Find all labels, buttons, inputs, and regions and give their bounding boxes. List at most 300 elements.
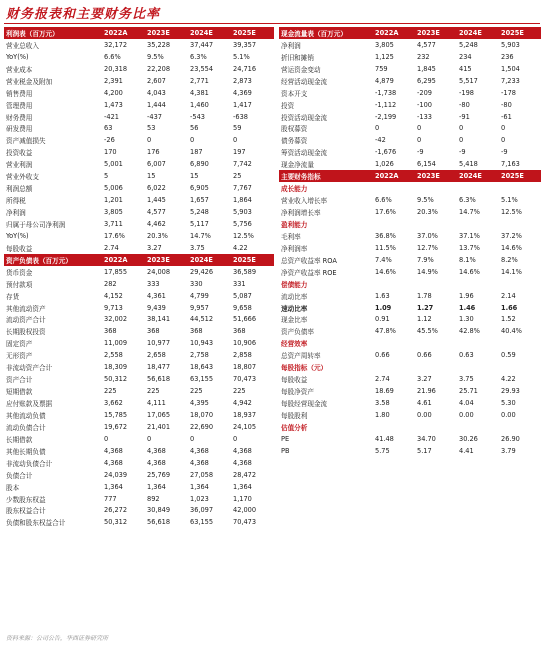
row-value: 36.8% <box>375 231 396 240</box>
row-value: 10,977 <box>147 339 171 348</box>
table-row <box>4 63 274 75</box>
row-value: 5,006 <box>104 184 123 193</box>
left-column <box>4 27 274 528</box>
row-value: 13.7% <box>459 243 480 252</box>
row-value: 29,426 <box>190 267 214 276</box>
row-value: 18,643 <box>190 363 214 372</box>
table-row <box>4 397 274 409</box>
table-row <box>279 385 541 397</box>
table-row <box>279 433 541 445</box>
row-value: 2.74 <box>104 243 119 252</box>
row-value: 11.5% <box>375 243 396 252</box>
row-label: 股本 <box>6 483 20 492</box>
row-label: YoY(%) <box>6 231 29 240</box>
row-value: 24,039 <box>104 470 128 479</box>
row-value: 37,447 <box>190 40 214 49</box>
row-value: 9.5% <box>147 52 164 61</box>
table-row <box>4 302 274 314</box>
table-row <box>4 469 274 481</box>
row-value: 3.79 <box>501 446 516 455</box>
row-label: 短期借款 <box>6 388 33 397</box>
row-value: 70,473 <box>233 518 257 527</box>
row-value: 24,105 <box>233 422 257 431</box>
table-row <box>4 242 274 254</box>
row-label: 固定资产 <box>6 340 33 349</box>
row-label: 负债合计 <box>6 471 33 480</box>
row-value: 11,009 <box>104 339 128 348</box>
row-value: 225 <box>190 387 203 396</box>
row-value: 6,890 <box>190 160 209 169</box>
row-label: 所得税 <box>6 197 26 206</box>
row-value: 1.96 <box>459 291 474 300</box>
row-label: 净利润率 <box>281 244 308 253</box>
row-value: 4.04 <box>459 399 474 408</box>
row-label: 非流动负债合计 <box>6 459 53 468</box>
row-value: 28,472 <box>233 470 257 479</box>
row-value: 5.1% <box>501 196 518 205</box>
row-label: 折旧和摊销 <box>281 53 314 62</box>
row-value: 0 <box>190 434 195 443</box>
year-label: 2022A <box>104 28 128 37</box>
row-value: 34.70 <box>417 434 436 443</box>
row-value: 6.6% <box>104 52 121 61</box>
table-row <box>4 409 274 421</box>
row-label: 预付款项 <box>6 280 33 289</box>
row-value: 5,756 <box>233 219 252 228</box>
section-title <box>279 278 541 290</box>
row-label: YoY(%) <box>6 52 29 61</box>
row-value: 5,903 <box>501 40 520 49</box>
row-value: 3,662 <box>104 399 123 408</box>
row-value: 4,577 <box>417 40 436 49</box>
row-label: 营运资金变动 <box>281 65 321 74</box>
year-label: 2023E <box>147 28 170 37</box>
row-value: 330 <box>190 279 203 288</box>
row-value: 56,618 <box>147 518 171 527</box>
row-label: 资本开支 <box>281 89 308 98</box>
table-row <box>279 373 541 385</box>
row-value: 4,043 <box>147 88 166 97</box>
row-value: 1,201 <box>104 196 123 205</box>
row-value: 0 <box>459 124 464 133</box>
row-value: 1,473 <box>104 100 123 109</box>
row-label: 管理费用 <box>6 101 33 110</box>
row-value: 225 <box>104 387 117 396</box>
row-value: -421 <box>104 112 119 121</box>
year-label: 2024E <box>190 255 213 264</box>
table-row <box>4 505 274 517</box>
row-value: 234 <box>459 52 472 61</box>
row-label: 每股收益 <box>6 244 33 253</box>
row-value: 1,364 <box>190 482 209 491</box>
row-value: 59 <box>233 124 242 133</box>
row-value: 7,163 <box>501 160 520 169</box>
table-row <box>4 325 274 337</box>
row-value: 14.6% <box>501 243 522 252</box>
row-value: 15 <box>147 172 156 181</box>
row-value: 1.09 <box>375 303 392 312</box>
row-value: 14.9% <box>417 267 438 276</box>
row-value: 7,742 <box>233 160 252 169</box>
row-value: 4,395 <box>190 399 209 408</box>
row-value: 0 <box>104 434 109 443</box>
row-value: 5,117 <box>190 219 209 228</box>
row-value: 176 <box>147 148 160 157</box>
row-value: 7.4% <box>375 255 392 264</box>
row-value: 50,312 <box>104 518 128 527</box>
row-value: 20.3% <box>147 231 168 240</box>
row-label: 投资活动现金流 <box>281 113 328 122</box>
row-value: 8.1% <box>459 255 476 264</box>
row-value: 14.7% <box>190 231 211 240</box>
row-value: 3.27 <box>147 243 162 252</box>
row-value: -61 <box>501 112 512 121</box>
row-value: 1,125 <box>375 52 394 61</box>
row-value: 7.9% <box>417 255 434 264</box>
row-value: 36,097 <box>190 506 214 515</box>
row-value: 2,658 <box>147 351 166 360</box>
row-value: 4.22 <box>501 375 516 384</box>
year-label: 2025E <box>233 255 256 264</box>
row-label: 无形资产 <box>6 352 33 361</box>
row-label: 营业外收支 <box>6 173 39 182</box>
row-value: 1.12 <box>417 315 432 324</box>
row-label: 股东权益合计 <box>6 507 46 516</box>
row-value: -178 <box>501 88 516 97</box>
year-label: 2024E <box>459 28 482 37</box>
row-value: 6,007 <box>147 160 166 169</box>
row-value: 6,154 <box>417 160 436 169</box>
row-label: PE <box>281 434 290 443</box>
table-row <box>279 266 541 278</box>
row-value: 6,905 <box>190 184 209 193</box>
row-value: 9,658 <box>233 303 252 312</box>
table-row <box>4 361 274 373</box>
section-title-label: 估值分析 <box>281 423 308 432</box>
row-value: 0.63 <box>459 351 474 360</box>
row-value: 2.14 <box>501 291 516 300</box>
table-row <box>279 254 541 266</box>
row-value: 5,418 <box>459 160 478 169</box>
row-value: 1.78 <box>417 291 432 300</box>
row-label: 少数股东权益 <box>6 495 46 504</box>
row-value: 9,713 <box>104 303 123 312</box>
row-label: 每股股利 <box>281 411 308 420</box>
row-value: 0 <box>375 124 380 133</box>
row-label: 营业成本 <box>6 65 33 74</box>
row-value: 63 <box>104 124 113 133</box>
year-label: 2022A <box>104 255 128 264</box>
section-title-label: 盈利能力 <box>281 220 308 229</box>
row-value: 22,690 <box>190 422 214 431</box>
table-row <box>4 314 274 326</box>
row-value: 26.90 <box>501 434 520 443</box>
row-value: 415 <box>459 64 472 73</box>
row-value: 29.93 <box>501 387 520 396</box>
row-value: 4,368 <box>190 446 209 455</box>
section-title <box>279 337 541 349</box>
row-value: 2,607 <box>147 76 166 85</box>
year-label: 2023E <box>417 28 440 37</box>
row-value: 1,460 <box>190 100 209 109</box>
row-value: 3,711 <box>104 219 123 228</box>
row-label: 投资收益 <box>6 149 33 158</box>
row-value: 30,849 <box>147 506 171 515</box>
row-label: 营业税金及附加 <box>6 77 53 86</box>
row-label: 净利润 <box>281 41 301 50</box>
table-row <box>279 206 541 218</box>
row-value: -133 <box>417 112 432 121</box>
row-value: 4,799 <box>190 291 209 300</box>
row-value: 18,807 <box>233 363 257 372</box>
row-value: 32,172 <box>104 40 128 49</box>
row-value: 282 <box>104 279 117 288</box>
row-value: 3.75 <box>459 375 474 384</box>
row-value: 6.3% <box>190 52 207 61</box>
table-row <box>4 385 274 397</box>
row-label: 营业利润 <box>6 161 33 170</box>
row-label: 总资产收益率 ROA <box>281 256 337 265</box>
row-value: 4,368 <box>147 446 166 455</box>
row-label: 流动比率 <box>281 292 308 301</box>
page-title: 财务报表和主要财务比率 <box>6 7 161 22</box>
row-value: 4,200 <box>104 88 123 97</box>
row-label: 净利润增长率 <box>281 209 321 218</box>
table-row <box>4 111 274 123</box>
table-row <box>279 111 541 123</box>
row-value: -198 <box>459 88 474 97</box>
row-value: -9 <box>417 148 424 157</box>
row-value: -1,738 <box>375 88 397 97</box>
row-value: 21.96 <box>417 387 436 396</box>
row-value: 759 <box>375 64 388 73</box>
table-header-label: 资产负债表（百万元） <box>6 256 72 265</box>
year-label: 2025E <box>501 28 524 37</box>
row-value: 63,155 <box>190 375 214 384</box>
row-value: 4,111 <box>147 399 166 408</box>
row-value: 4,368 <box>104 446 123 455</box>
table-row <box>4 87 274 99</box>
row-value: 37.2% <box>501 231 522 240</box>
row-label: 速动比率 <box>281 304 308 313</box>
row-label: 毛利率 <box>281 232 301 241</box>
table-row <box>279 302 541 314</box>
row-value: -1,676 <box>375 148 397 157</box>
row-value: 9.5% <box>417 196 434 205</box>
row-value: 1,504 <box>501 64 520 73</box>
row-label: 总资产周转率 <box>281 352 321 361</box>
table-row <box>279 63 541 75</box>
row-value: 14.7% <box>459 208 480 217</box>
row-value: -9 <box>501 148 508 157</box>
row-value: 2,771 <box>190 76 209 85</box>
row-value: 0.00 <box>459 410 474 419</box>
row-label: 投资 <box>281 101 295 110</box>
row-value: 5.17 <box>417 446 432 455</box>
row-label: 股权募资 <box>281 125 308 134</box>
row-value: 4.22 <box>233 243 248 252</box>
section-title <box>279 218 541 230</box>
row-value: 2,873 <box>233 76 252 85</box>
row-label: 归属于母公司净利润 <box>6 220 66 229</box>
row-value: 368 <box>233 327 246 336</box>
row-value: -543 <box>190 112 205 121</box>
row-value: 12.5% <box>233 231 254 240</box>
section-title <box>279 421 541 433</box>
row-value: 1.27 <box>417 303 434 312</box>
row-value: 38,141 <box>147 315 171 324</box>
row-value: 17,065 <box>147 410 171 419</box>
table-header-label: 主要财务指标 <box>281 173 321 182</box>
row-value: 1,023 <box>190 494 209 503</box>
row-label: 长期借款 <box>6 435 33 444</box>
row-value: 1,845 <box>417 64 436 73</box>
row-value: 1.52 <box>501 315 516 324</box>
row-value: 27,058 <box>190 470 214 479</box>
row-value: 9,439 <box>147 303 166 312</box>
row-value: 47.8% <box>375 327 396 336</box>
table-row <box>4 75 274 87</box>
row-value: 5.30 <box>501 399 516 408</box>
row-value: 4,381 <box>190 88 209 97</box>
row-value: 1,364 <box>233 482 252 491</box>
table-row <box>279 123 541 135</box>
row-value: -80 <box>501 100 512 109</box>
row-label: 非流动资产合计 <box>6 364 53 373</box>
row-value: 1,864 <box>233 196 252 205</box>
right-column <box>279 27 541 457</box>
row-value: 5,087 <box>233 291 252 300</box>
row-value: 10,943 <box>190 339 214 348</box>
row-value: 1,657 <box>190 196 209 205</box>
row-label: 研发费用 <box>6 125 33 134</box>
row-value: 56,618 <box>147 375 171 384</box>
row-value: 2,758 <box>190 351 209 360</box>
table-row <box>4 158 274 170</box>
row-value: 32,002 <box>104 315 128 324</box>
table-row <box>4 516 274 528</box>
row-value: 14.6% <box>375 267 396 276</box>
row-value: 0 <box>417 136 422 145</box>
row-label: 货币资金 <box>6 268 33 277</box>
table-row <box>4 445 274 457</box>
row-label: 应付账款及票据 <box>6 400 53 409</box>
table-row <box>4 349 274 361</box>
row-value: 6,295 <box>417 76 436 85</box>
row-value: 40.4% <box>501 327 522 336</box>
row-value: 225 <box>147 387 160 396</box>
row-value: 5,903 <box>233 208 252 217</box>
row-value: 892 <box>147 494 160 503</box>
row-value: 2,858 <box>233 351 252 360</box>
row-value: 1.46 <box>459 303 476 312</box>
row-value: 5,001 <box>104 160 123 169</box>
row-label: 资产减值损失 <box>6 137 46 146</box>
table-row <box>4 230 274 242</box>
row-value: 1,170 <box>233 494 252 503</box>
row-label: 负债和股东权益合计 <box>6 519 66 528</box>
row-value: 1.63 <box>375 291 390 300</box>
row-value: 45.5% <box>417 327 438 336</box>
table-row <box>4 182 274 194</box>
row-label: 资产合计 <box>6 376 33 385</box>
row-value: 368 <box>190 327 203 336</box>
row-value: 4,152 <box>104 291 123 300</box>
row-value: 15,785 <box>104 410 128 419</box>
row-value: 3.58 <box>375 399 390 408</box>
table-row <box>4 266 274 278</box>
row-value: 2.74 <box>375 375 390 384</box>
row-label: 流动资产合计 <box>6 316 46 325</box>
row-value: 8.2% <box>501 255 518 264</box>
row-value: 19,672 <box>104 422 128 431</box>
table-row <box>279 409 541 421</box>
row-label: 现金净流量 <box>281 161 314 170</box>
row-value: 44,512 <box>190 315 214 324</box>
row-label: 流动负债合计 <box>6 423 46 432</box>
table-row <box>4 373 274 385</box>
row-value: 187 <box>190 148 203 157</box>
row-label: 其他流动资产 <box>6 304 46 313</box>
row-value: 18,070 <box>190 410 214 419</box>
section-title-label: 成长能力 <box>281 185 308 194</box>
row-value: 51,666 <box>233 315 257 324</box>
title-divider <box>4 23 540 24</box>
table-row <box>4 194 274 206</box>
section-title <box>279 182 541 194</box>
table-row <box>4 481 274 493</box>
row-value: 56 <box>190 124 199 133</box>
row-value: 368 <box>147 327 160 336</box>
row-value: 9,957 <box>190 303 209 312</box>
row-value: 1,445 <box>147 196 166 205</box>
row-value: -100 <box>417 100 432 109</box>
table-row <box>4 39 274 51</box>
row-value: 777 <box>104 494 117 503</box>
row-value: 37.1% <box>459 231 480 240</box>
row-value: 368 <box>104 327 117 336</box>
table-row <box>4 134 274 146</box>
row-value: 4,368 <box>147 458 166 467</box>
row-value: 232 <box>417 52 430 61</box>
table-header <box>279 170 541 182</box>
row-value: 25 <box>233 172 242 181</box>
row-value: 0 <box>459 136 464 145</box>
row-value: 3,805 <box>104 208 123 217</box>
row-value: 0.91 <box>375 315 390 324</box>
row-value: 4,368 <box>190 458 209 467</box>
row-value: 17.6% <box>375 208 396 217</box>
row-value: 1,417 <box>233 100 252 109</box>
source-note: 资料来源：公司公告，华西证券研究所 <box>6 635 109 642</box>
row-value: 5.1% <box>233 52 250 61</box>
table-row <box>279 87 541 99</box>
row-label: 每股净资产 <box>281 388 314 397</box>
row-value: 14.6% <box>459 267 480 276</box>
row-value: 6.6% <box>375 196 392 205</box>
row-value: 0 <box>233 434 238 443</box>
row-value: 5,517 <box>459 76 478 85</box>
table-row <box>4 123 274 135</box>
table-row <box>4 421 274 433</box>
row-value: 1,444 <box>147 100 166 109</box>
table-row <box>279 314 541 326</box>
year-label: 2023E <box>147 255 170 264</box>
row-label: 营业总收入 <box>6 41 39 50</box>
table-row <box>279 51 541 63</box>
row-value: 1.30 <box>459 315 474 324</box>
row-value: 7,233 <box>501 76 520 85</box>
